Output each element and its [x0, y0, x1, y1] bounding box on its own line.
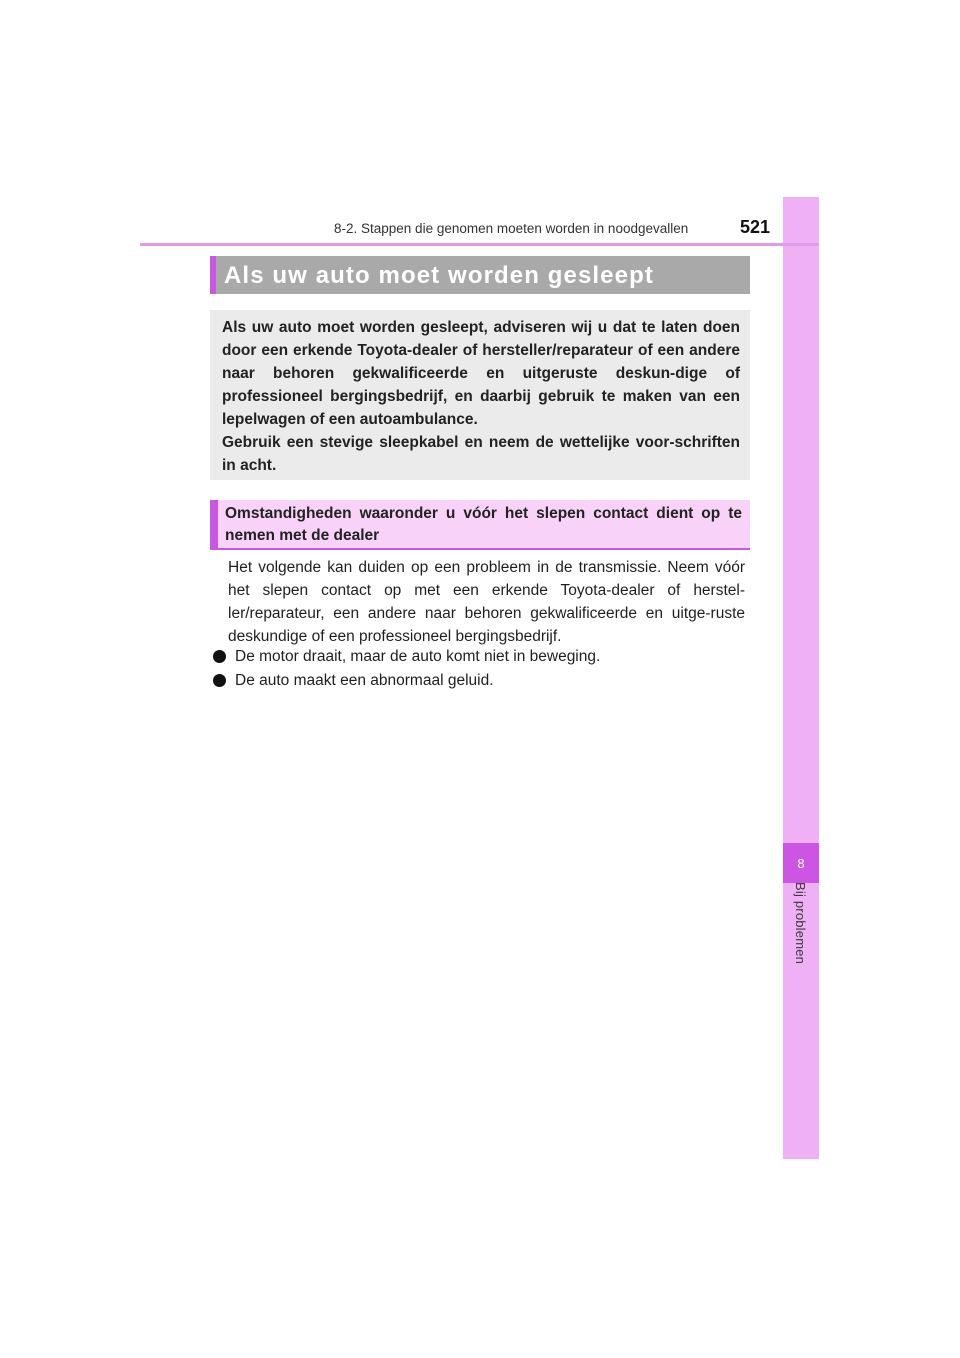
- list-item-text: De auto maakt een abnormaal geluid.: [235, 672, 494, 689]
- bullet-list: [212, 645, 752, 693]
- chapter-number: 8: [797, 855, 805, 871]
- section-header: 8-2. Stappen die genomen moeten worden in noodgevallen: [334, 221, 689, 236]
- header-divider: [140, 243, 819, 246]
- chapter-number-badge: [783, 843, 819, 883]
- intro-paragraph-1: Als uw auto moet worden gesleept, adviseren wij u dat te laten doen door een erkende Toyota-dealer of hersteller/reparateur of een andere naar behoren gekwalificeerde en uitgeruste deskun-dige of professioneel bergingsbedrijf, en daarbij gebruik te maken van een lepelwagen of een autoambulance.: [222, 319, 740, 428]
- chapter-label: Bij problemen: [793, 882, 808, 965]
- intro-box: [210, 310, 750, 480]
- subsection-heading-box: [210, 500, 750, 548]
- list-item: [212, 669, 752, 693]
- section-title: Als uw auto moet worden gesleept: [224, 262, 654, 289]
- page-number: 521: [740, 217, 771, 237]
- list-item: [212, 645, 752, 669]
- section-title-bar: [210, 256, 750, 294]
- subsection-body: Het volgende kan duiden op een probleem in de transmissie. Neem vóór het slepen contact op met een erkende Toyota-dealer of herstel-ler/reparateur, een andere naar behoren gekwalificeerde en uitge-ruste deskundige of een professioneel bergingsbedrijf.: [228, 559, 745, 645]
- list-item-text: De motor draait, maar de auto komt niet in beweging.: [235, 648, 601, 665]
- subsection-heading: Omstandigheden waaronder u vóór het slepen contact dient op te nemen met de dealer: [225, 505, 742, 544]
- subsection-underline: [210, 548, 750, 550]
- bullet-icon: [213, 674, 226, 687]
- side-tab: [783, 197, 819, 1159]
- intro-paragraph-2: Gebruik een stevige sleepkabel en neem de wettelijke voor-schriften in acht.: [222, 434, 740, 474]
- bullet-icon: [213, 650, 226, 663]
